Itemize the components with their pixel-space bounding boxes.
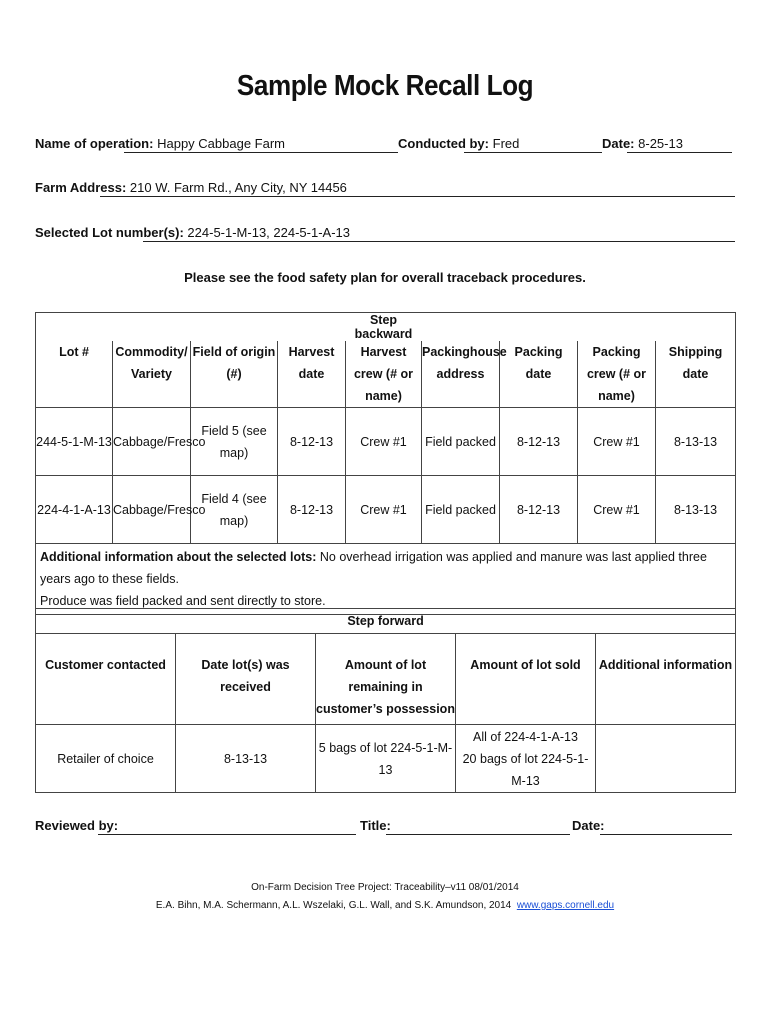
- address-field: [35, 180, 347, 195]
- col-header: Harvest date: [278, 341, 346, 408]
- review-title-label: Title:: [360, 818, 391, 833]
- address-label: Farm Address:: [35, 180, 127, 195]
- reviewed-underline: [98, 834, 356, 835]
- col-header: Amount of lot sold: [456, 634, 596, 725]
- col-header: Amount of lot remaining in customer’s possession: [316, 634, 456, 725]
- additional-info-text: No overhead irrigation was applied and manure was last applied three years ago to these fields.: [40, 550, 707, 586]
- additional-info-row: [36, 544, 736, 615]
- table-cell: Crew #1: [346, 476, 422, 544]
- table-cell: Field 4 (see map): [191, 476, 278, 544]
- table-cell: 244-5-1-M-13: [36, 408, 113, 476]
- col-header: Additional information: [596, 634, 736, 725]
- table-row: [36, 725, 736, 793]
- table-cell: Field 5 (see map): [191, 408, 278, 476]
- step-forward-label: Step forward: [36, 609, 736, 634]
- table-cell: Cabbage/Fresco: [113, 476, 191, 544]
- lots-underline: [143, 241, 735, 242]
- customer-cell: Retailer of choice: [36, 725, 176, 793]
- col-header: Packing crew (# or name): [578, 341, 656, 408]
- conducted-underline: [464, 152, 602, 153]
- footer-link[interactable]: www.gaps.cornell.edu: [516, 900, 615, 911]
- reviewed-label: Reviewed by:: [35, 818, 119, 833]
- address-underline: [100, 196, 735, 197]
- table-cell: 224-4-1-A-13: [36, 476, 113, 544]
- col-header: Packing date: [500, 341, 578, 408]
- additional-info-text-2: Produce was field packed and sent directly to store.: [40, 594, 326, 608]
- operation-field: [35, 136, 285, 151]
- date-field: [602, 136, 683, 151]
- table-cell: Crew #1: [346, 408, 422, 476]
- operation-value: Happy Cabbage Farm: [157, 136, 285, 151]
- table-cell: Field packed: [422, 408, 500, 476]
- footer-line-1: On-Farm Decision Tree Project: Traceability–v11 08/01/2014: [251, 882, 519, 893]
- date-label: Date:: [602, 136, 635, 151]
- col-header: Date lot(s) was received: [176, 634, 316, 725]
- footer-line-2: [0, 900, 770, 911]
- review-date-underline: [600, 834, 732, 835]
- table-cell: 8-12-13: [278, 408, 346, 476]
- table-cell: 8-12-13: [500, 476, 578, 544]
- col-header: Commodity/ Variety: [113, 341, 191, 408]
- col-header: Shipping date: [656, 341, 736, 408]
- table-row: [36, 408, 736, 476]
- forward-header-row: [36, 634, 736, 725]
- col-header: Lot #: [36, 341, 113, 408]
- traceback-note: Please see the food safety plan for overall traceback procedures.: [184, 270, 586, 285]
- table-cell: 8-12-13: [500, 408, 578, 476]
- step-backward-label: Step backward: [346, 313, 422, 342]
- date-received-cell: 8-13-13: [176, 725, 316, 793]
- additional-info-cell: [36, 544, 736, 615]
- lots-field: [35, 225, 350, 240]
- col-header: Packinghouse address: [422, 341, 500, 408]
- review-title-underline: [386, 834, 570, 835]
- table-cell: Field packed: [422, 476, 500, 544]
- remaining-cell: 5 bags of lot 224-5-1-M-13: [316, 725, 456, 793]
- address-value: 210 W. Farm Rd., Any City, NY 14456: [129, 180, 347, 195]
- sold-cell: [456, 725, 596, 793]
- step-forward-table: [35, 608, 736, 793]
- conducted-field: [398, 136, 519, 151]
- lots-label: Selected Lot number(s):: [35, 225, 184, 240]
- date-underline: [627, 152, 732, 153]
- sold-line-2: 20 bags of lot 224-5-1-M-13: [462, 751, 589, 788]
- col-header: Customer contacted: [36, 634, 176, 725]
- table-cell: Crew #1: [578, 408, 656, 476]
- conducted-value: Fred: [492, 136, 520, 151]
- review-date-label: Date:: [572, 818, 605, 833]
- table-cell: Crew #1: [578, 476, 656, 544]
- table-cell: Cabbage/Fresco: [113, 408, 191, 476]
- backward-header-row: [36, 341, 736, 408]
- col-header: Harvest crew (# or name): [346, 341, 422, 408]
- table-cell: 8-12-13: [278, 476, 346, 544]
- table-cell: 8-13-13: [656, 476, 736, 544]
- step-backward-table: [35, 312, 736, 615]
- col-header: Field of origin (#): [191, 341, 278, 408]
- operation-underline: [124, 152, 398, 153]
- conducted-label: Conducted by:: [398, 136, 489, 151]
- operation-label: Name of operation:: [35, 136, 154, 151]
- lots-value: 224-5-1-M-13, 224-5-1-A-13: [187, 225, 350, 240]
- table-row: [36, 476, 736, 544]
- additional-info-label: Additional information about the selected lots:: [40, 550, 317, 564]
- page-title: Sample Mock Recall Log: [236, 70, 534, 102]
- table-cell: 8-13-13: [656, 408, 736, 476]
- date-value: 8-25-13: [638, 136, 683, 151]
- sold-line-1: All of 224-4-1-A-13: [473, 729, 578, 744]
- additional-cell: [596, 725, 736, 793]
- footer-authors: E.A. Bihn, M.A. Schermann, A.L. Wszelaki, G.L. Wall, and S.K. Amundson, 2014: [155, 900, 512, 911]
